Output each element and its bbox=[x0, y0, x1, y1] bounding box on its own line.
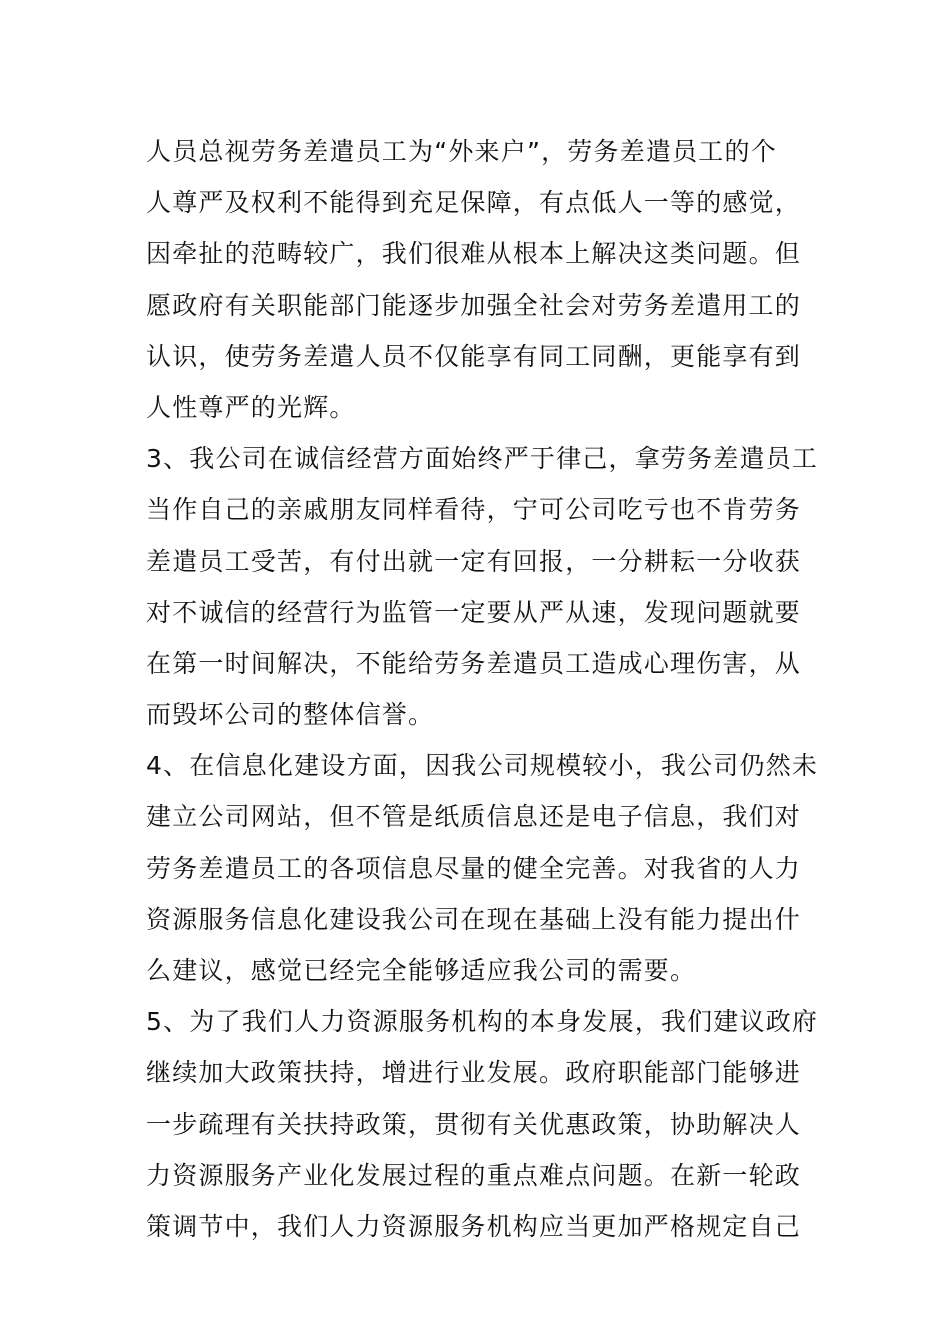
text-line: 认识，使劳务差遣人员不仅能享有同工同酬，更能享有到 bbox=[146, 341, 802, 371]
text-line: 当作自己的亲戚朋友同样看待，宁可公司吃亏也不肯劳务 bbox=[146, 495, 802, 525]
text-line: 继续加大政策扶持，增进行业发展。政府职能部门能够进 bbox=[146, 1058, 802, 1088]
text-line: 愿政府有关职能部门能逐步加强全社会对劳务差遣用工的 bbox=[146, 290, 802, 320]
text-line: 一步疏理有关扶持政策，贯彻有关优惠政策，协助解决人 bbox=[146, 1109, 802, 1139]
text-line: 资源服务信息化建设我公司在现在基础上没有能力提出什 bbox=[146, 904, 802, 934]
paragraph-5-start: 5、为了我们人力资源服务机构的本身发展，我们建议政府 bbox=[146, 1007, 819, 1037]
text-line: 因牵扯的范畴较广，我们很难从根本上解决这类问题。但 bbox=[146, 239, 802, 269]
paragraph-3-start: 3、我公司在诚信经营方面始终严于律己，拿劳务差遣员工 bbox=[146, 444, 819, 474]
text-line: 人尊严及权利不能得到充足保障，有点低人一等的感觉， bbox=[146, 188, 802, 218]
text-line: 差遣员工受苦，有付出就一定有回报，一分耕耘一分收获 bbox=[146, 546, 802, 576]
text-line: 建立公司网站，但不管是纸质信息还是电子信息，我们对 bbox=[146, 802, 802, 832]
text-line: 策调节中，我们人力资源服务机构应当更加严格规定自己 bbox=[146, 1211, 802, 1241]
text-line: 而毁坏公司的整体信誉。 bbox=[146, 700, 435, 730]
document-body bbox=[146, 126, 819, 1252]
text-line: 在第一时间解决，不能给劳务差遣员工造成心理伤害，从 bbox=[146, 648, 802, 678]
text-line: 人性尊严的光辉。 bbox=[146, 392, 356, 422]
text-line: 力资源服务产业化发展过程的重点难点问题。在新一轮政 bbox=[146, 1160, 802, 1190]
text-line: 对不诚信的经营行为监管一定要从严从速，发现问题就要 bbox=[146, 597, 802, 627]
text-line: 么建议，感觉已经完全能够适应我公司的需要。 bbox=[146, 956, 697, 985]
paragraph-4-start: 4、在信息化建设方面，因我公司规模较小，我公司仍然未 bbox=[146, 751, 819, 781]
text-line: 劳务差遣员工的各项信息尽量的健全完善。对我省的人力 bbox=[146, 853, 802, 883]
text-line: 人员总视劳务差遣员工为“外来户”，劳务差遣员工的个 bbox=[146, 137, 777, 166]
